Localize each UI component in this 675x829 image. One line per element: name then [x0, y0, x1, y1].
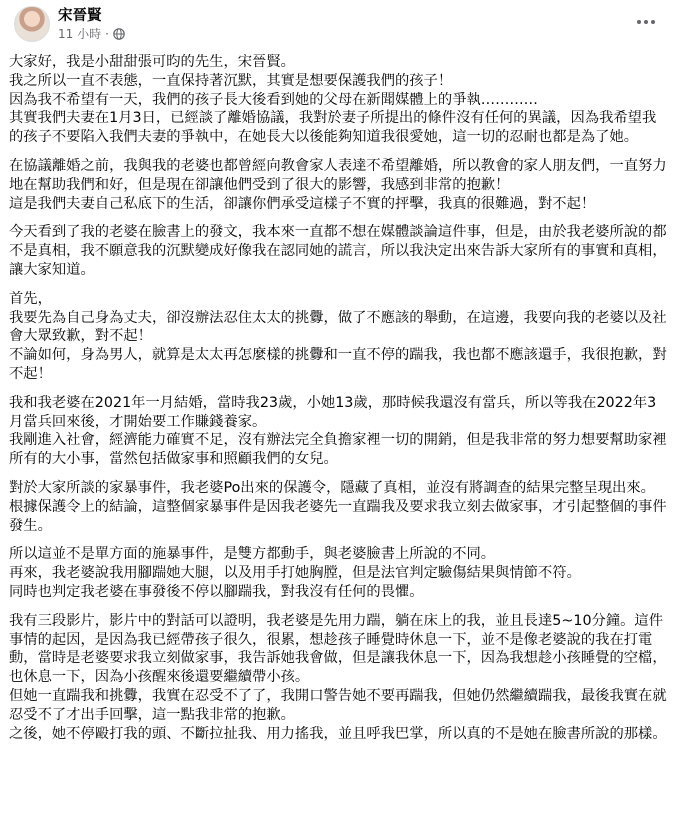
author-name[interactable]: 宋晉賢 — [58, 8, 102, 24]
meta-separator: · — [105, 26, 109, 41]
post-paragraph — [9, 223, 667, 279]
post-paragraph — [9, 545, 667, 601]
post-line: 大家好，我是小甜甜張可昀的先生，宋晉賢。 — [9, 54, 295, 70]
post-line: 我和我老婆在2021年一月結婚，當時我23歲，小她13歲，那時候我還沒有當兵，所以等我在2022年3月當兵回來後，才開始要工作賺錢養家。 — [9, 394, 657, 430]
post-line: 之後，她不停毆打我的頭、不斷拉扯我、用力搖我，並且呼我巴掌，所以真的不是她在臉書所說的那樣。 — [9, 725, 667, 742]
post-line: 所以這並不是單方面的施暴事件，是雙方都動手，與老婆臉書上所說的不同。 — [9, 546, 496, 563]
post-line: 在協議離婚之前，我與我的老婆也都曾經向教會家人表達不希望離婚，所以教會的家人朋友們，一直努力地在幫助我們和好，但是現在卻讓他們受到了很大的影響，我感到非常的抱歉！ — [9, 157, 667, 193]
post-line: 不論如何，身為男人，就算是太太再怎麼樣的挑釁和一直不停的踹我，我也都不應該還手，我很抱歉，對不起！ — [9, 347, 667, 382]
post-line: 今天看到了我的老婆在臉書上的發文，我本來一直都不想在媒體談論這件事，但是，由於我老婆所說的都不是真相，我不願意我的沉默變成好像我在認同她的謊言，所以我決定出來告訴大家所有的事實和真相，讓大家知道。 — [9, 224, 667, 278]
post-line: 其實我們夫妻在1月3日，已經談了離婚協議，我對於妻子所提出的條件沒有任何的異議，因為我希望我的孩子不要陷入我們夫妻的爭執中，在她長大以後能夠知道我很愛她，這一切的忍耐也都是為了她。 — [9, 110, 657, 146]
post-paragraph — [9, 157, 667, 213]
post-header — [0, 0, 675, 50]
post-meta — [58, 25, 125, 42]
post-line: 同時也判定我老婆在事發後不停以腳踹我，對我沒有任何的畏懼。 — [9, 583, 424, 600]
more-options-icon[interactable] — [631, 10, 661, 34]
post-body — [9, 53, 667, 753]
post-line: 這是我們夫妻自己私底下的生活，卻讓你們承受這樣子不實的抨擊，我真的很難過，對不起！ — [9, 195, 596, 212]
post-line: 因為我不希望有一天，我們的孩子長大後看到她的父母在新聞媒體上的爭執………… — [9, 91, 538, 108]
post-time[interactable]: 11 小時 — [58, 27, 102, 41]
post-paragraph — [9, 479, 667, 535]
post-paragraph — [9, 290, 667, 384]
post-line: 再來，我老婆說我用腳踹她大腿，以及用手打她胸膛，但是法官判定驗傷結果與情節不符。 — [9, 565, 581, 582]
post-line: 我要先為自己身為丈夫，卻沒辦法忍住太太的挑釁，做了不應該的舉動，在這邊，我要向我的老婆以及社會大眾致歉，對不起！ — [9, 309, 667, 345]
post-paragraph — [9, 53, 667, 147]
post-line: 對於大家所談的家暴事件，我老婆Po出來的保護令，隱藏了真相，並沒有將調查的結果完整呈現出來。 — [9, 479, 655, 496]
globe-icon[interactable] — [113, 28, 125, 40]
post-line: 我有三段影片，影片中的對話可以證明，我老婆是先用力踹，躺在床上的我，並且長達5~10分鐘。這件事情的起因，是因為我已經帶孩子很久，很累，想趁孩子睡覺時休息一下，並不是像老婆說的我在打電動，當時是老婆要求我立刻做家事，我告訴她我會做，但是讓我休息一下，因為我想趁小孩睡覺的空檔，也休息一下，因為小孩醒來後還要繼續帶小孩。 — [9, 612, 667, 686]
post-line: 根據保護令上的結論，這整個家暴事件是因我老婆先一直踹我及要求我立刻去做家事，才引起整個的事件發生。 — [9, 498, 667, 534]
post-line: 我之所以一直不表態，一直保持著沉默，其實是想要保護我們的孩子！ — [9, 72, 453, 89]
post-paragraph — [9, 612, 667, 744]
author-avatar[interactable] — [14, 6, 50, 42]
post-line: 首先， — [9, 290, 52, 307]
post-paragraph — [9, 394, 667, 469]
post-line: 但她一直踹我和挑釁，我實在忍受不了了，我開口警告她不要再踹我，但她仍然繼續踹我，最後我實在就忍受不了才出手回擊，這一點我非常的抱歉。 — [9, 687, 667, 723]
post-line: 我剛進入社會，經濟能力確實不足，沒有辦法完全負擔家裡一切的開銷，但是我非常的努力想要幫助家裡所有的大小事，當然包括做家事和照顧我們的女兒。 — [9, 432, 667, 468]
